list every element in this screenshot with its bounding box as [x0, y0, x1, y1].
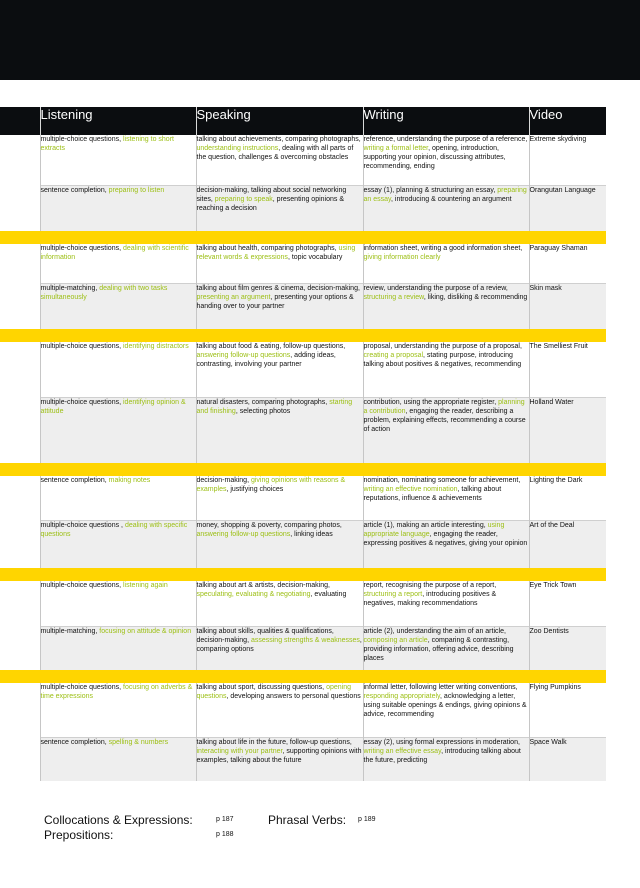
- divider-cell: [40, 670, 196, 683]
- cell-text: , introducing talking about the future, predicting: [363, 747, 521, 764]
- cell-text: contribution, using the appropriate register,: [363, 398, 499, 406]
- listening-cell: [40, 283, 196, 329]
- writing-cell: [363, 135, 529, 185]
- listening-cell: [40, 476, 196, 520]
- cell-text: talking about sport, discussing questions,: [196, 684, 327, 691]
- video-cell: Zoo Dentists: [529, 626, 606, 670]
- skill-highlight: writing a formal letter: [363, 145, 429, 152]
- header-listening: Listening: [40, 107, 196, 135]
- header-writing: Writing: [363, 107, 529, 135]
- writing-cell: [363, 626, 529, 670]
- cell-text: multiple-matching,: [40, 627, 100, 635]
- skill-highlight: writing an effective nomination: [363, 486, 458, 493]
- listening-cell: [40, 135, 196, 185]
- cell-text: , selecting photos: [235, 407, 291, 415]
- cell-text: multiple-choice questions,: [40, 582, 123, 589]
- skill-highlight: structuring a review: [363, 293, 424, 301]
- cell-text: multiple-choice questions,: [40, 343, 123, 350]
- cell-text: talking about health, comparing photographs,: [196, 245, 339, 252]
- unit-divider: [0, 670, 606, 683]
- phrasal-verbs-label: Phrasal Verbs:: [268, 813, 347, 827]
- speaking-cell: [196, 244, 363, 283]
- cell-text: talking about life in the future, follow-up questions,: [196, 738, 352, 746]
- cell-text: , opening, introduction, supporting your opinion, discussing attributes, recommending, ending: [363, 145, 506, 170]
- skill-highlight: listening to short extracts: [40, 136, 174, 152]
- cell-text: money, shopping & poverty, comparing photos,: [196, 521, 342, 529]
- cell-text: , stating purpose, introducing talking about positives & negatives, recommending: [363, 352, 522, 368]
- listening-cell: [40, 185, 196, 231]
- table-row: [0, 185, 606, 231]
- writing-cell: [363, 283, 529, 329]
- cell-text: article (1), making an article interesting,: [363, 521, 488, 529]
- listening-cell: [40, 581, 196, 626]
- cell-text: , dealing with all parts of the question, challenges & overcoming obstacles: [196, 145, 354, 161]
- skill-highlight: making notes: [108, 477, 151, 484]
- cell-text: talking about art & artists, decision-making,: [196, 582, 330, 589]
- cell-text: , acknowledging a letter, using suitable openings & endings, giving opinions & advice, recommending: [363, 693, 527, 718]
- divider-cell: [529, 568, 606, 581]
- cell-text: informal letter, following letter writing conventions,: [363, 684, 518, 691]
- writing-cell: [363, 520, 529, 568]
- skill-highlight: focusing on attitude & opinion: [99, 627, 192, 635]
- row-margin: [0, 244, 40, 283]
- divider-cell: [196, 231, 363, 244]
- skill-highlight: spelling & numbers: [108, 738, 169, 746]
- cell-text: , evaluating: [310, 591, 347, 598]
- skill-highlight: answering follow-up questions: [196, 530, 291, 538]
- cell-text: , engaging the reader, expressing positives & negatives, giving your opinion: [363, 530, 528, 547]
- divider-cell: [363, 568, 529, 581]
- skill-highlight: giving opinions with reasons & examples: [196, 477, 346, 493]
- divider-cell: [196, 670, 363, 683]
- skill-highlight: writing an effective essay: [363, 747, 442, 755]
- cell-text: , engaging the reader, describing a problem, explaining effects, recommending a course of action: [363, 407, 526, 433]
- cell-text: sentence completion,: [40, 477, 109, 484]
- skill-highlight: speculating, evaluating & negotiating: [196, 591, 311, 598]
- video-cell: Eye Trick Town: [529, 581, 606, 626]
- divider-cell: [529, 463, 606, 476]
- skill-highlight: opening questions: [196, 684, 351, 700]
- divider-cell: [0, 231, 40, 244]
- divider-cell: [40, 329, 196, 342]
- skill-highlight: starting and finishing: [196, 398, 353, 415]
- video-cell: Space Walk: [529, 737, 606, 781]
- row-margin: [0, 683, 40, 737]
- divider-cell: [529, 231, 606, 244]
- divider-cell: [196, 463, 363, 476]
- cell-text: sentence completion,: [40, 738, 109, 746]
- skill-highlight: listening again: [123, 582, 168, 589]
- writing-cell: [363, 397, 529, 463]
- header-row: [0, 107, 606, 135]
- footer-references: [44, 813, 604, 853]
- skill-highlight: focusing on adverbs & time expressions: [40, 684, 193, 700]
- listening-cell: [40, 626, 196, 670]
- divider-cell: [363, 463, 529, 476]
- skill-highlight: using appropriate language: [363, 521, 505, 538]
- speaking-cell: [196, 476, 363, 520]
- skill-highlight: structuring a report: [363, 591, 423, 598]
- skill-highlight: responding appropriately: [363, 693, 441, 700]
- skill-highlight: preparing to listen: [108, 186, 165, 194]
- cell-text: , adding ideas, contrasting, involving your partner: [196, 352, 336, 368]
- listening-cell: [40, 683, 196, 737]
- collocations-label: Collocations & Expressions:: [44, 813, 193, 827]
- phrasal-verbs-page: p 189: [358, 816, 376, 823]
- cell-text: talking about film genres & cinema, decision-making,: [196, 284, 360, 292]
- collocations-page: p 187: [216, 816, 234, 823]
- cell-text: , supporting opinions with examples, talking about the future: [196, 747, 362, 764]
- listening-cell: [40, 244, 196, 283]
- listening-cell: [40, 397, 196, 463]
- unit-divider: [0, 568, 606, 581]
- skill-highlight: composing an article: [363, 636, 428, 644]
- video-cell: Holland Water: [529, 397, 606, 463]
- cell-text: , justifying choices: [226, 486, 284, 493]
- video-cell: Lighting the Dark: [529, 476, 606, 520]
- cell-text: talking about skills, qualities & qualifications, decision-making,: [196, 627, 334, 644]
- skill-highlight: identifying distractors: [123, 343, 189, 350]
- video-cell: Orangutan Language: [529, 185, 606, 231]
- speaking-cell: [196, 283, 363, 329]
- skill-highlight: creating a proposal: [363, 352, 424, 359]
- cell-text: reference, understanding the purpose of a reference,: [363, 136, 528, 143]
- speaking-cell: [196, 581, 363, 626]
- cell-text: , comparing & contrasting, providing information, offering advice, describing places: [363, 636, 514, 662]
- row-margin: [0, 135, 40, 185]
- cell-text: essay (2), using formal expressions in moderation,: [363, 738, 520, 746]
- divider-cell: [196, 568, 363, 581]
- cell-text: , presenting your options & handing over to your partner: [196, 293, 354, 310]
- divider-cell: [0, 463, 40, 476]
- table-row: [0, 581, 606, 626]
- skill-highlight: planning a contribution: [363, 398, 525, 415]
- cell-text: , talking about reputations, influence & achievements: [363, 486, 502, 502]
- row-margin: [0, 476, 40, 520]
- speaking-cell: [196, 626, 363, 670]
- video-cell: Extreme skydiving: [529, 135, 606, 185]
- writing-cell: [363, 185, 529, 231]
- divider-cell: [529, 670, 606, 683]
- cell-text: , topic vocabulary: [287, 254, 343, 261]
- cell-text: nomination, nominating someone for achievement,: [363, 477, 521, 484]
- cell-text: multiple-choice questions,: [40, 398, 123, 406]
- table-row: [0, 520, 606, 568]
- speaking-cell: [196, 520, 363, 568]
- speaking-cell: [196, 397, 363, 463]
- table-row: [0, 342, 606, 397]
- cell-text: review, understanding the purpose of a review,: [363, 284, 508, 292]
- table-row: [0, 244, 606, 283]
- skill-highlight: dealing with two tasks simultaneously: [40, 284, 168, 301]
- divider-cell: [0, 329, 40, 342]
- video-cell: Skin mask: [529, 283, 606, 329]
- unit-divider: [0, 329, 606, 342]
- table-body: [0, 135, 606, 781]
- table-row: [0, 683, 606, 737]
- listening-cell: [40, 520, 196, 568]
- header-speaking: Speaking: [196, 107, 363, 135]
- divider-cell: [529, 329, 606, 342]
- row-margin: [0, 185, 40, 231]
- cell-text: proposal, understanding the purpose of a proposal,: [363, 343, 522, 350]
- table-row: [0, 135, 606, 185]
- table-row: [0, 283, 606, 329]
- row-margin: [0, 626, 40, 670]
- skill-highlight: giving information clearly: [363, 254, 441, 261]
- cell-text: natural disasters, comparing photographs,: [196, 398, 330, 406]
- divider-cell: [363, 329, 529, 342]
- prepositions-page: p 188: [216, 831, 234, 838]
- cell-text: decision-making, talking about social networking sites,: [196, 186, 347, 203]
- cell-text: , developing answers to personal questions: [226, 693, 361, 700]
- cell-text: sentence completion,: [40, 186, 109, 194]
- skill-highlight: interacting with your partner: [196, 747, 283, 755]
- table-row: [0, 397, 606, 463]
- cell-text: decision-making,: [196, 477, 251, 484]
- speaking-cell: [196, 185, 363, 231]
- skill-highlight: presenting an argument: [196, 293, 271, 301]
- writing-cell: [363, 476, 529, 520]
- divider-cell: [363, 670, 529, 683]
- unit-divider: [0, 231, 606, 244]
- cell-text: article (2), understanding the aim of an article,: [363, 627, 506, 635]
- cell-text: , introducing positives & negatives, making recommendations: [363, 591, 497, 607]
- divider-cell: [40, 568, 196, 581]
- cell-text: multiple-choice questions ,: [40, 521, 125, 529]
- cell-text: information sheet, writing a good information sheet,: [363, 245, 523, 252]
- cell-text: , comparing options: [196, 636, 362, 653]
- divider-cell: [363, 231, 529, 244]
- row-margin: [0, 520, 40, 568]
- video-cell: The Smelliest Fruit: [529, 342, 606, 397]
- writing-cell: [363, 342, 529, 397]
- writing-cell: [363, 737, 529, 781]
- skill-highlight: assessing strengths & weaknesses: [250, 636, 360, 644]
- speaking-cell: [196, 135, 363, 185]
- listening-cell: [40, 737, 196, 781]
- writing-cell: [363, 581, 529, 626]
- divider-cell: [0, 568, 40, 581]
- row-margin: [0, 737, 40, 781]
- skill-highlight: identifying opinion & attitude: [40, 398, 186, 415]
- cell-text: , presenting opinions & reaching a decision: [196, 195, 344, 212]
- top-banner: [0, 0, 640, 80]
- cell-text: multiple-choice questions,: [40, 136, 123, 143]
- cell-text: multiple-matching,: [40, 284, 100, 292]
- divider-cell: [40, 231, 196, 244]
- unit-divider: [0, 463, 606, 476]
- header-blank: [0, 107, 40, 135]
- row-margin: [0, 581, 40, 626]
- video-cell: Flying Pumpkins: [529, 683, 606, 737]
- contents-table: [0, 107, 606, 781]
- cell-text: talking about achievements, comparing photographs,: [196, 136, 361, 143]
- cell-text: , liking, disliking & recommending: [423, 293, 528, 301]
- row-margin: [0, 342, 40, 397]
- divider-cell: [196, 329, 363, 342]
- cell-text: report, recognising the purpose of a report,: [363, 582, 497, 589]
- row-margin: [0, 397, 40, 463]
- table-row: [0, 626, 606, 670]
- cell-text: , linking ideas: [290, 530, 333, 538]
- speaking-cell: [196, 342, 363, 397]
- skill-highlight: dealing with scientific information: [40, 245, 189, 261]
- header-video: Video: [529, 107, 606, 135]
- video-cell: Art of the Deal: [529, 520, 606, 568]
- speaking-cell: [196, 737, 363, 781]
- divider-cell: [40, 463, 196, 476]
- skill-highlight: understanding instructions: [196, 145, 279, 152]
- listening-cell: [40, 342, 196, 397]
- skill-highlight: using relevant words & expressions: [196, 245, 356, 261]
- cell-text: multiple-choice questions,: [40, 684, 123, 691]
- skill-highlight: preparing to speak: [214, 195, 273, 203]
- prepositions-label: Prepositions:: [44, 828, 114, 842]
- table-row: [0, 737, 606, 781]
- skill-highlight: dealing with specific questions: [40, 521, 188, 538]
- cell-text: essay (1), planning & structuring an essay,: [363, 186, 498, 194]
- cell-text: , introducing & countering an argument: [391, 195, 512, 203]
- video-cell: Paraguay Shaman: [529, 244, 606, 283]
- speaking-cell: [196, 683, 363, 737]
- skill-highlight: answering follow-up questions: [196, 352, 291, 359]
- divider-cell: [0, 670, 40, 683]
- row-margin: [0, 283, 40, 329]
- cell-text: multiple-choice questions,: [40, 245, 123, 252]
- cell-text: talking about food & eating, follow-up questions,: [196, 343, 346, 350]
- table-row: [0, 476, 606, 520]
- writing-cell: [363, 244, 529, 283]
- skill-highlight: preparing an essay: [363, 186, 527, 203]
- writing-cell: [363, 683, 529, 737]
